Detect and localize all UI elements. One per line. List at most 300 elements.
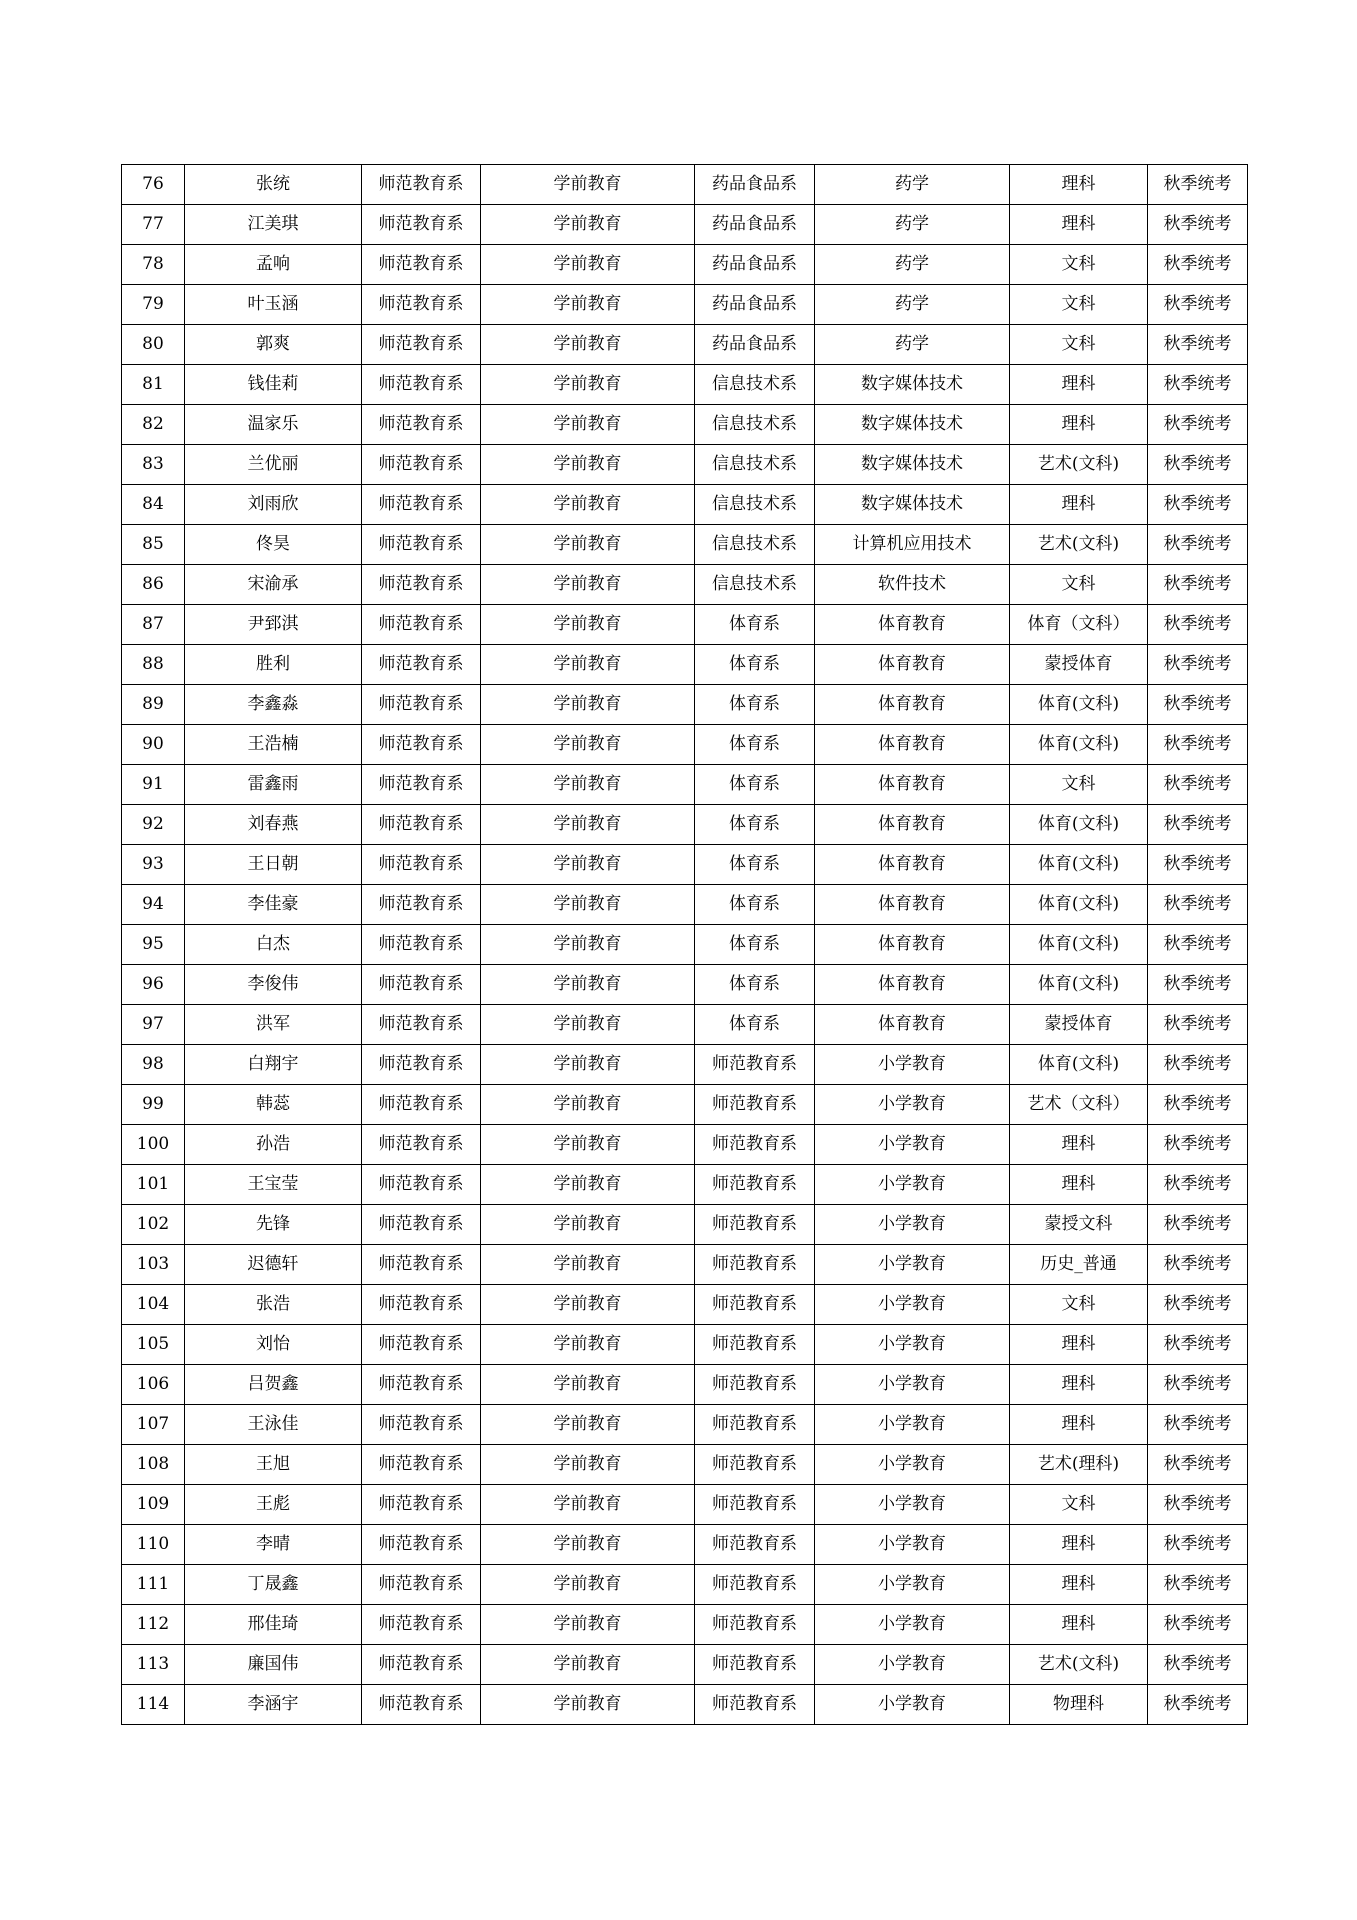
new-major-cell: 小学教育 bbox=[815, 1525, 1010, 1565]
admission-type-cell: 秋季统考 bbox=[1148, 1085, 1248, 1125]
new-major-cell: 小学教育 bbox=[815, 1325, 1010, 1365]
table-row bbox=[122, 1645, 1248, 1685]
original-major-cell: 学前教育 bbox=[481, 1285, 695, 1325]
original-department-cell: 师范教育系 bbox=[362, 1165, 481, 1205]
original-major-cell: 学前教育 bbox=[481, 1245, 695, 1285]
original-department-cell: 师范教育系 bbox=[362, 685, 481, 725]
table-row bbox=[122, 485, 1248, 525]
original-major-cell: 学前教育 bbox=[481, 325, 695, 365]
new-major-cell: 体育教育 bbox=[815, 765, 1010, 805]
student-name-cell: 白翔宇 bbox=[185, 1045, 362, 1085]
admission-type-cell: 秋季统考 bbox=[1148, 685, 1248, 725]
original-major-cell: 学前教育 bbox=[481, 765, 695, 805]
original-department-cell: 师范教育系 bbox=[362, 845, 481, 885]
admission-type-cell: 秋季统考 bbox=[1148, 605, 1248, 645]
admission-type-cell: 秋季统考 bbox=[1148, 1485, 1248, 1525]
new-department-cell: 药品食品系 bbox=[695, 165, 815, 205]
original-department-cell: 师范教育系 bbox=[362, 1565, 481, 1605]
original-major-cell: 学前教育 bbox=[481, 885, 695, 925]
original-major-cell: 学前教育 bbox=[481, 1605, 695, 1645]
row-number-cell: 111 bbox=[122, 1565, 185, 1605]
original-major-cell: 学前教育 bbox=[481, 1085, 695, 1125]
admission-type-cell: 秋季统考 bbox=[1148, 485, 1248, 525]
original-major-cell: 学前教育 bbox=[481, 1565, 695, 1605]
row-number-cell: 77 bbox=[122, 205, 185, 245]
original-department-cell: 师范教育系 bbox=[362, 1685, 481, 1725]
new-department-cell: 师范教育系 bbox=[695, 1365, 815, 1405]
new-major-cell: 小学教育 bbox=[815, 1605, 1010, 1645]
table-row bbox=[122, 845, 1248, 885]
table-row bbox=[122, 1205, 1248, 1245]
table-row bbox=[122, 1405, 1248, 1445]
new-major-cell: 体育教育 bbox=[815, 845, 1010, 885]
subject-category-cell: 艺术（文科） bbox=[1010, 1085, 1148, 1125]
new-major-cell: 小学教育 bbox=[815, 1565, 1010, 1605]
new-department-cell: 师范教育系 bbox=[695, 1285, 815, 1325]
new-department-cell: 师范教育系 bbox=[695, 1605, 815, 1645]
table-row bbox=[122, 1045, 1248, 1085]
subject-category-cell: 文科 bbox=[1010, 325, 1148, 365]
row-number-cell: 83 bbox=[122, 445, 185, 485]
student-name-cell: 李晴 bbox=[185, 1525, 362, 1565]
original-department-cell: 师范教育系 bbox=[362, 1525, 481, 1565]
subject-category-cell: 理科 bbox=[1010, 1405, 1148, 1445]
original-major-cell: 学前教育 bbox=[481, 1525, 695, 1565]
new-major-cell: 体育教育 bbox=[815, 805, 1010, 845]
original-department-cell: 师范教育系 bbox=[362, 525, 481, 565]
new-department-cell: 信息技术系 bbox=[695, 565, 815, 605]
new-department-cell: 药品食品系 bbox=[695, 205, 815, 245]
subject-category-cell: 理科 bbox=[1010, 1365, 1148, 1405]
original-department-cell: 师范教育系 bbox=[362, 1485, 481, 1525]
original-major-cell: 学前教育 bbox=[481, 485, 695, 525]
row-number-cell: 103 bbox=[122, 1245, 185, 1285]
student-name-cell: 李涵宇 bbox=[185, 1685, 362, 1725]
new-major-cell: 药学 bbox=[815, 165, 1010, 205]
new-major-cell: 药学 bbox=[815, 325, 1010, 365]
row-number-cell: 87 bbox=[122, 605, 185, 645]
subject-category-cell: 艺术(文科) bbox=[1010, 525, 1148, 565]
table-row bbox=[122, 1685, 1248, 1725]
original-department-cell: 师范教育系 bbox=[362, 605, 481, 645]
original-department-cell: 师范教育系 bbox=[362, 565, 481, 605]
subject-category-cell: 体育(文科) bbox=[1010, 845, 1148, 885]
new-department-cell: 师范教育系 bbox=[695, 1045, 815, 1085]
original-major-cell: 学前教育 bbox=[481, 1325, 695, 1365]
row-number-cell: 99 bbox=[122, 1085, 185, 1125]
new-department-cell: 师范教育系 bbox=[695, 1325, 815, 1365]
new-major-cell: 小学教育 bbox=[815, 1365, 1010, 1405]
subject-category-cell: 理科 bbox=[1010, 1525, 1148, 1565]
new-department-cell: 体育系 bbox=[695, 645, 815, 685]
new-department-cell: 信息技术系 bbox=[695, 485, 815, 525]
original-major-cell: 学前教育 bbox=[481, 605, 695, 645]
table-row bbox=[122, 165, 1248, 205]
table-row bbox=[122, 1125, 1248, 1165]
subject-category-cell: 艺术(文科) bbox=[1010, 1645, 1148, 1685]
student-name-cell: 先锋 bbox=[185, 1205, 362, 1245]
admission-type-cell: 秋季统考 bbox=[1148, 1525, 1248, 1565]
subject-category-cell: 理科 bbox=[1010, 1605, 1148, 1645]
new-major-cell: 体育教育 bbox=[815, 1005, 1010, 1045]
row-number-cell: 91 bbox=[122, 765, 185, 805]
table-row bbox=[122, 365, 1248, 405]
new-department-cell: 体育系 bbox=[695, 805, 815, 845]
new-major-cell: 小学教育 bbox=[815, 1445, 1010, 1485]
new-major-cell: 小学教育 bbox=[815, 1285, 1010, 1325]
original-major-cell: 学前教育 bbox=[481, 165, 695, 205]
row-number-cell: 97 bbox=[122, 1005, 185, 1045]
row-number-cell: 114 bbox=[122, 1685, 185, 1725]
subject-category-cell: 蒙授体育 bbox=[1010, 645, 1148, 685]
original-major-cell: 学前教育 bbox=[481, 1125, 695, 1165]
admission-type-cell: 秋季统考 bbox=[1148, 645, 1248, 685]
student-name-cell: 胜利 bbox=[185, 645, 362, 685]
original-department-cell: 师范教育系 bbox=[362, 1285, 481, 1325]
original-department-cell: 师范教育系 bbox=[362, 325, 481, 365]
original-major-cell: 学前教育 bbox=[481, 365, 695, 405]
table-row bbox=[122, 965, 1248, 1005]
original-major-cell: 学前教育 bbox=[481, 645, 695, 685]
admission-type-cell: 秋季统考 bbox=[1148, 285, 1248, 325]
original-major-cell: 学前教育 bbox=[481, 685, 695, 725]
original-major-cell: 学前教育 bbox=[481, 1685, 695, 1725]
admission-type-cell: 秋季统考 bbox=[1148, 325, 1248, 365]
admission-type-cell: 秋季统考 bbox=[1148, 565, 1248, 605]
new-department-cell: 体育系 bbox=[695, 725, 815, 765]
student-name-cell: 王浩楠 bbox=[185, 725, 362, 765]
row-number-cell: 79 bbox=[122, 285, 185, 325]
table-row bbox=[122, 525, 1248, 565]
original-major-cell: 学前教育 bbox=[481, 805, 695, 845]
original-department-cell: 师范教育系 bbox=[362, 965, 481, 1005]
row-number-cell: 105 bbox=[122, 1325, 185, 1365]
subject-category-cell: 文科 bbox=[1010, 765, 1148, 805]
new-department-cell: 信息技术系 bbox=[695, 365, 815, 405]
subject-category-cell: 理科 bbox=[1010, 1165, 1148, 1205]
new-major-cell: 小学教育 bbox=[815, 1485, 1010, 1525]
table-row bbox=[122, 1325, 1248, 1365]
original-department-cell: 师范教育系 bbox=[362, 1445, 481, 1485]
student-name-cell: 廉国伟 bbox=[185, 1645, 362, 1685]
new-major-cell: 小学教育 bbox=[815, 1645, 1010, 1685]
row-number-cell: 112 bbox=[122, 1605, 185, 1645]
student-name-cell: 丁晟鑫 bbox=[185, 1565, 362, 1605]
new-major-cell: 小学教育 bbox=[815, 1685, 1010, 1725]
new-major-cell: 计算机应用技术 bbox=[815, 525, 1010, 565]
student-name-cell: 雷鑫雨 bbox=[185, 765, 362, 805]
student-name-cell: 孟响 bbox=[185, 245, 362, 285]
row-number-cell: 109 bbox=[122, 1485, 185, 1525]
student-name-cell: 叶玉涵 bbox=[185, 285, 362, 325]
new-department-cell: 体育系 bbox=[695, 1005, 815, 1045]
row-number-cell: 108 bbox=[122, 1445, 185, 1485]
new-department-cell: 体育系 bbox=[695, 685, 815, 725]
table-row bbox=[122, 1285, 1248, 1325]
admission-type-cell: 秋季统考 bbox=[1148, 1365, 1248, 1405]
row-number-cell: 82 bbox=[122, 405, 185, 445]
table-row bbox=[122, 1165, 1248, 1205]
new-major-cell: 小学教育 bbox=[815, 1125, 1010, 1165]
new-department-cell: 体育系 bbox=[695, 885, 815, 925]
original-major-cell: 学前教育 bbox=[481, 725, 695, 765]
new-department-cell: 药品食品系 bbox=[695, 285, 815, 325]
new-department-cell: 师范教育系 bbox=[695, 1485, 815, 1525]
table-row bbox=[122, 685, 1248, 725]
student-name-cell: 宋渝承 bbox=[185, 565, 362, 605]
admission-type-cell: 秋季统考 bbox=[1148, 1565, 1248, 1605]
table-row bbox=[122, 565, 1248, 605]
new-department-cell: 师范教育系 bbox=[695, 1205, 815, 1245]
table-row bbox=[122, 1085, 1248, 1125]
original-department-cell: 师范教育系 bbox=[362, 245, 481, 285]
admission-type-cell: 秋季统考 bbox=[1148, 1245, 1248, 1285]
admission-type-cell: 秋季统考 bbox=[1148, 1685, 1248, 1725]
table-row bbox=[122, 885, 1248, 925]
row-number-cell: 104 bbox=[122, 1285, 185, 1325]
original-major-cell: 学前教育 bbox=[481, 405, 695, 445]
original-department-cell: 师范教育系 bbox=[362, 445, 481, 485]
new-department-cell: 药品食品系 bbox=[695, 245, 815, 285]
student-name-cell: 温家乐 bbox=[185, 405, 362, 445]
row-number-cell: 80 bbox=[122, 325, 185, 365]
admission-type-cell: 秋季统考 bbox=[1148, 885, 1248, 925]
original-department-cell: 师范教育系 bbox=[362, 805, 481, 845]
new-major-cell: 小学教育 bbox=[815, 1405, 1010, 1445]
table-row bbox=[122, 645, 1248, 685]
new-department-cell: 师范教育系 bbox=[695, 1685, 815, 1725]
student-name-cell: 刘春燕 bbox=[185, 805, 362, 845]
original-major-cell: 学前教育 bbox=[481, 1165, 695, 1205]
new-department-cell: 药品食品系 bbox=[695, 325, 815, 365]
table-row bbox=[122, 805, 1248, 845]
subject-category-cell: 理科 bbox=[1010, 1325, 1148, 1365]
row-number-cell: 110 bbox=[122, 1525, 185, 1565]
original-major-cell: 学前教育 bbox=[481, 565, 695, 605]
table-row bbox=[122, 1565, 1248, 1605]
student-name-cell: 王泳佳 bbox=[185, 1405, 362, 1445]
student-name-cell: 吕贺鑫 bbox=[185, 1365, 362, 1405]
table-row bbox=[122, 1605, 1248, 1645]
admission-type-cell: 秋季统考 bbox=[1148, 1325, 1248, 1365]
admission-type-cell: 秋季统考 bbox=[1148, 1605, 1248, 1645]
admission-type-cell: 秋季统考 bbox=[1148, 845, 1248, 885]
original-major-cell: 学前教育 bbox=[481, 1045, 695, 1085]
student-name-cell: 邢佳琦 bbox=[185, 1605, 362, 1645]
student-name-cell: 江美琪 bbox=[185, 205, 362, 245]
row-number-cell: 107 bbox=[122, 1405, 185, 1445]
original-department-cell: 师范教育系 bbox=[362, 725, 481, 765]
original-major-cell: 学前教育 bbox=[481, 965, 695, 1005]
subject-category-cell: 艺术(理科) bbox=[1010, 1445, 1148, 1485]
subject-category-cell: 体育（文科） bbox=[1010, 605, 1148, 645]
row-number-cell: 76 bbox=[122, 165, 185, 205]
student-name-cell: 王旭 bbox=[185, 1445, 362, 1485]
original-major-cell: 学前教育 bbox=[481, 245, 695, 285]
original-major-cell: 学前教育 bbox=[481, 285, 695, 325]
original-department-cell: 师范教育系 bbox=[362, 1645, 481, 1685]
table-row bbox=[122, 1485, 1248, 1525]
original-department-cell: 师范教育系 bbox=[362, 885, 481, 925]
table-row bbox=[122, 1365, 1248, 1405]
table-row bbox=[122, 245, 1248, 285]
subject-category-cell: 理科 bbox=[1010, 1565, 1148, 1605]
student-name-cell: 李俊伟 bbox=[185, 965, 362, 1005]
admission-type-cell: 秋季统考 bbox=[1148, 445, 1248, 485]
admission-type-cell: 秋季统考 bbox=[1148, 205, 1248, 245]
new-major-cell: 体育教育 bbox=[815, 925, 1010, 965]
original-department-cell: 师范教育系 bbox=[362, 205, 481, 245]
table-row bbox=[122, 405, 1248, 445]
table-row bbox=[122, 605, 1248, 645]
original-major-cell: 学前教育 bbox=[481, 1365, 695, 1405]
new-major-cell: 数字媒体技术 bbox=[815, 445, 1010, 485]
new-major-cell: 数字媒体技术 bbox=[815, 365, 1010, 405]
table-body bbox=[122, 165, 1248, 1725]
student-name-cell: 韩蕊 bbox=[185, 1085, 362, 1125]
new-department-cell: 信息技术系 bbox=[695, 445, 815, 485]
new-department-cell: 师范教育系 bbox=[695, 1405, 815, 1445]
new-department-cell: 信息技术系 bbox=[695, 405, 815, 445]
subject-category-cell: 体育(文科) bbox=[1010, 805, 1148, 845]
subject-category-cell: 文科 bbox=[1010, 285, 1148, 325]
new-department-cell: 信息技术系 bbox=[695, 525, 815, 565]
student-name-cell: 白杰 bbox=[185, 925, 362, 965]
subject-category-cell: 体育(文科) bbox=[1010, 725, 1148, 765]
student-name-cell: 李佳豪 bbox=[185, 885, 362, 925]
new-major-cell: 体育教育 bbox=[815, 885, 1010, 925]
table-row bbox=[122, 445, 1248, 485]
table-row bbox=[122, 1005, 1248, 1045]
new-major-cell: 数字媒体技术 bbox=[815, 405, 1010, 445]
table-row bbox=[122, 285, 1248, 325]
student-name-cell: 孙浩 bbox=[185, 1125, 362, 1165]
subject-category-cell: 文科 bbox=[1010, 565, 1148, 605]
student-name-cell: 李鑫淼 bbox=[185, 685, 362, 725]
admission-type-cell: 秋季统考 bbox=[1148, 805, 1248, 845]
row-number-cell: 88 bbox=[122, 645, 185, 685]
student-name-cell: 钱佳莉 bbox=[185, 365, 362, 405]
subject-category-cell: 体育(文科) bbox=[1010, 685, 1148, 725]
original-department-cell: 师范教育系 bbox=[362, 1405, 481, 1445]
row-number-cell: 90 bbox=[122, 725, 185, 765]
new-major-cell: 体育教育 bbox=[815, 605, 1010, 645]
original-major-cell: 学前教育 bbox=[481, 525, 695, 565]
admission-type-cell: 秋季统考 bbox=[1148, 1405, 1248, 1445]
original-department-cell: 师范教育系 bbox=[362, 1045, 481, 1085]
original-major-cell: 学前教育 bbox=[481, 845, 695, 885]
table-row bbox=[122, 725, 1248, 765]
original-major-cell: 学前教育 bbox=[481, 1485, 695, 1525]
subject-category-cell: 艺术(文科) bbox=[1010, 445, 1148, 485]
subject-category-cell: 理科 bbox=[1010, 365, 1148, 405]
subject-category-cell: 体育(文科) bbox=[1010, 925, 1148, 965]
student-name-cell: 刘怡 bbox=[185, 1325, 362, 1365]
row-number-cell: 95 bbox=[122, 925, 185, 965]
admission-type-cell: 秋季统考 bbox=[1148, 405, 1248, 445]
subject-category-cell: 物理科 bbox=[1010, 1685, 1148, 1725]
new-department-cell: 师范教育系 bbox=[695, 1525, 815, 1565]
new-major-cell: 小学教育 bbox=[815, 1085, 1010, 1125]
new-department-cell: 体育系 bbox=[695, 925, 815, 965]
row-number-cell: 93 bbox=[122, 845, 185, 885]
original-department-cell: 师范教育系 bbox=[362, 925, 481, 965]
new-major-cell: 药学 bbox=[815, 205, 1010, 245]
row-number-cell: 81 bbox=[122, 365, 185, 405]
subject-category-cell: 体育(文科) bbox=[1010, 1045, 1148, 1085]
subject-category-cell: 理科 bbox=[1010, 165, 1148, 205]
new-department-cell: 师范教育系 bbox=[695, 1565, 815, 1605]
subject-category-cell: 体育(文科) bbox=[1010, 885, 1148, 925]
original-major-cell: 学前教育 bbox=[481, 205, 695, 245]
new-major-cell: 体育教育 bbox=[815, 725, 1010, 765]
original-department-cell: 师范教育系 bbox=[362, 1245, 481, 1285]
student-name-cell: 王日朝 bbox=[185, 845, 362, 885]
subject-category-cell: 理科 bbox=[1010, 1125, 1148, 1165]
new-major-cell: 软件技术 bbox=[815, 565, 1010, 605]
admission-type-cell: 秋季统考 bbox=[1148, 925, 1248, 965]
original-major-cell: 学前教育 bbox=[481, 925, 695, 965]
row-number-cell: 96 bbox=[122, 965, 185, 1005]
original-department-cell: 师范教育系 bbox=[362, 1325, 481, 1365]
subject-category-cell: 历史_普通 bbox=[1010, 1245, 1148, 1285]
row-number-cell: 101 bbox=[122, 1165, 185, 1205]
student-name-cell: 王彪 bbox=[185, 1485, 362, 1525]
original-department-cell: 师范教育系 bbox=[362, 765, 481, 805]
original-department-cell: 师范教育系 bbox=[362, 1365, 481, 1405]
new-department-cell: 师范教育系 bbox=[695, 1085, 815, 1125]
original-department-cell: 师范教育系 bbox=[362, 405, 481, 445]
student-name-cell: 张统 bbox=[185, 165, 362, 205]
student-name-cell: 洪军 bbox=[185, 1005, 362, 1045]
admission-type-cell: 秋季统考 bbox=[1148, 1285, 1248, 1325]
new-major-cell: 药学 bbox=[815, 285, 1010, 325]
original-major-cell: 学前教育 bbox=[481, 1205, 695, 1245]
new-department-cell: 师范教育系 bbox=[695, 1125, 815, 1165]
student-name-cell: 王宝莹 bbox=[185, 1165, 362, 1205]
subject-category-cell: 文科 bbox=[1010, 1485, 1148, 1525]
new-major-cell: 小学教育 bbox=[815, 1045, 1010, 1085]
admission-type-cell: 秋季统考 bbox=[1148, 1645, 1248, 1685]
new-department-cell: 体育系 bbox=[695, 965, 815, 1005]
row-number-cell: 89 bbox=[122, 685, 185, 725]
admission-type-cell: 秋季统考 bbox=[1148, 1205, 1248, 1245]
student-name-cell: 尹郅淇 bbox=[185, 605, 362, 645]
original-department-cell: 师范教育系 bbox=[362, 1605, 481, 1645]
new-department-cell: 体育系 bbox=[695, 605, 815, 645]
new-department-cell: 师范教育系 bbox=[695, 1165, 815, 1205]
subject-category-cell: 文科 bbox=[1010, 1285, 1148, 1325]
new-department-cell: 师范教育系 bbox=[695, 1245, 815, 1285]
student-name-cell: 佟昊 bbox=[185, 525, 362, 565]
new-major-cell: 小学教育 bbox=[815, 1205, 1010, 1245]
new-major-cell: 体育教育 bbox=[815, 645, 1010, 685]
original-department-cell: 师范教育系 bbox=[362, 1005, 481, 1045]
table-row bbox=[122, 205, 1248, 245]
row-number-cell: 98 bbox=[122, 1045, 185, 1085]
original-major-cell: 学前教育 bbox=[481, 1005, 695, 1045]
new-major-cell: 药学 bbox=[815, 245, 1010, 285]
admission-type-cell: 秋季统考 bbox=[1148, 1045, 1248, 1085]
original-major-cell: 学前教育 bbox=[481, 1445, 695, 1485]
admission-type-cell: 秋季统考 bbox=[1148, 365, 1248, 405]
admission-type-cell: 秋季统考 bbox=[1148, 1005, 1248, 1045]
row-number-cell: 78 bbox=[122, 245, 185, 285]
original-department-cell: 师范教育系 bbox=[362, 645, 481, 685]
admission-type-cell: 秋季统考 bbox=[1148, 1445, 1248, 1485]
subject-category-cell: 蒙授体育 bbox=[1010, 1005, 1148, 1045]
new-department-cell: 师范教育系 bbox=[695, 1445, 815, 1485]
